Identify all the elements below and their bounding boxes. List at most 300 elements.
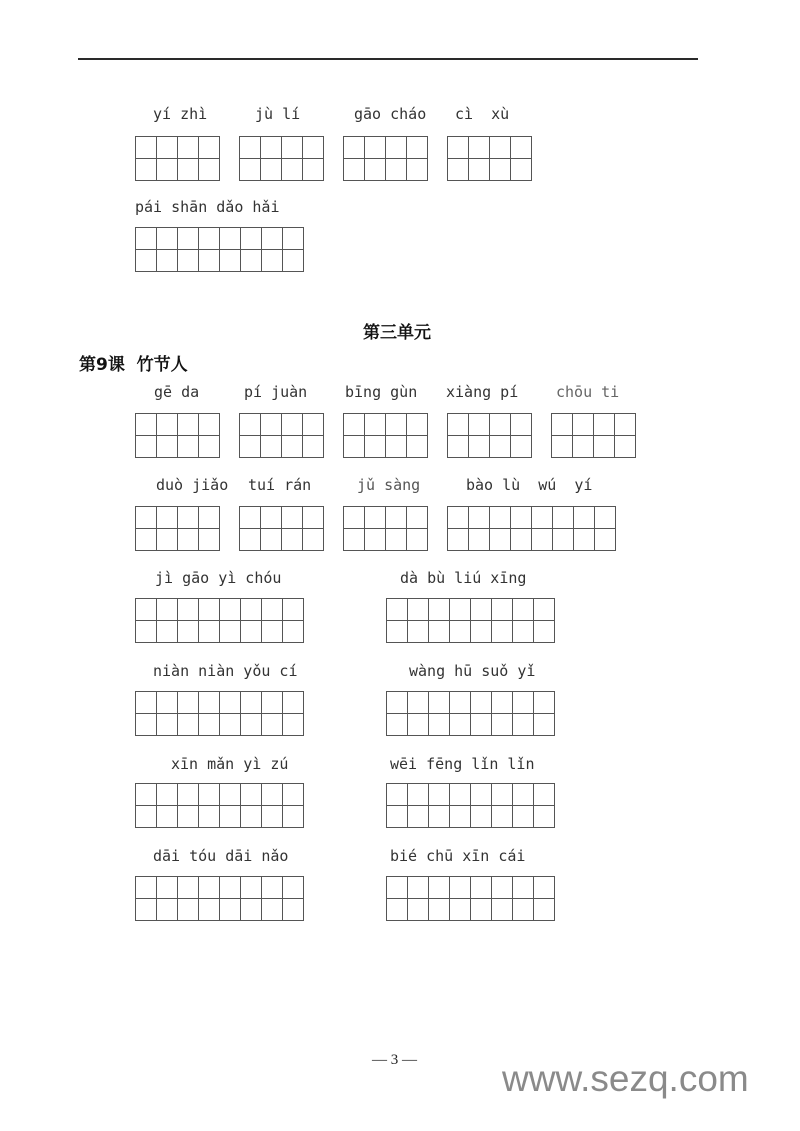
writing-grid[interactable]: [343, 506, 428, 551]
grid-cell[interactable]: [490, 414, 511, 436]
pinyin-label: pí juàn: [244, 383, 308, 401]
grid-cell[interactable]: [157, 784, 178, 806]
grid-cell[interactable]: [136, 414, 157, 436]
grid-cell[interactable]: [199, 414, 220, 436]
writing-grid[interactable]: [551, 413, 636, 458]
grid-cell[interactable]: [429, 714, 450, 736]
writing-grid[interactable]: [386, 691, 555, 736]
grid-cell[interactable]: [469, 137, 490, 159]
grid-cell[interactable]: [407, 159, 428, 181]
grid-cell[interactable]: [344, 507, 365, 529]
grid-cell[interactable]: [490, 159, 511, 181]
grid-cell[interactable]: [282, 436, 303, 458]
grid-cell[interactable]: [511, 529, 532, 551]
grid-cell[interactable]: [469, 414, 490, 436]
grid-cell[interactable]: [241, 877, 262, 899]
grid-cell[interactable]: [136, 436, 157, 458]
grid-cell[interactable]: [574, 529, 595, 551]
grid-cell[interactable]: [429, 806, 450, 828]
grid-cell[interactable]: [469, 436, 490, 458]
grid-cell[interactable]: [199, 877, 220, 899]
grid-cell[interactable]: [490, 436, 511, 458]
pinyin-label: niàn niàn yǒu cí: [153, 662, 298, 680]
grid-cell[interactable]: [534, 877, 555, 899]
grid-cell[interactable]: [178, 137, 199, 159]
grid-cell[interactable]: [241, 784, 262, 806]
grid-cell[interactable]: [386, 137, 407, 159]
grid-cell[interactable]: [534, 621, 555, 643]
grid-cell[interactable]: [492, 599, 513, 621]
grid-cell[interactable]: [261, 436, 282, 458]
grid-cell[interactable]: [136, 159, 157, 181]
grid-cell[interactable]: [136, 784, 157, 806]
grid-cell[interactable]: [157, 806, 178, 828]
grid-cell[interactable]: [534, 806, 555, 828]
grid-cell[interactable]: [178, 436, 199, 458]
grid-cell[interactable]: [178, 250, 199, 272]
grid-cell[interactable]: [408, 621, 429, 643]
grid-cell[interactable]: [220, 714, 241, 736]
grid-cell[interactable]: [408, 784, 429, 806]
grid-cell[interactable]: [492, 877, 513, 899]
grid-cell[interactable]: [136, 714, 157, 736]
grid-cell[interactable]: [262, 250, 283, 272]
grid-cell[interactable]: [471, 714, 492, 736]
grid-cell[interactable]: [513, 714, 534, 736]
writing-grid[interactable]: [135, 783, 304, 828]
grid-cell[interactable]: [220, 692, 241, 714]
grid-cell[interactable]: [594, 414, 615, 436]
grid-cell[interactable]: [534, 692, 555, 714]
grid-cell[interactable]: [262, 599, 283, 621]
writing-grid[interactable]: [386, 783, 555, 828]
grid-cell[interactable]: [199, 714, 220, 736]
grid-cell[interactable]: [178, 784, 199, 806]
grid-cell[interactable]: [344, 137, 365, 159]
grid-cell[interactable]: [407, 414, 428, 436]
grid-cell[interactable]: [469, 507, 490, 529]
grid-cell[interactable]: [448, 507, 469, 529]
pinyin-label: wēi fēng lǐn lǐn: [390, 755, 535, 773]
grid-cell[interactable]: [282, 529, 303, 551]
grid-cell[interactable]: [262, 714, 283, 736]
writing-grid[interactable]: [239, 506, 324, 551]
writing-grid[interactable]: [135, 136, 220, 181]
grid-cell[interactable]: [178, 159, 199, 181]
grid-cell[interactable]: [157, 714, 178, 736]
grid-cell[interactable]: [136, 529, 157, 551]
grid-cell[interactable]: [407, 529, 428, 551]
pinyin-label: wàng hū suǒ yǐ: [409, 662, 536, 680]
grid-cell[interactable]: [157, 137, 178, 159]
grid-cell[interactable]: [387, 877, 408, 899]
grid-cell[interactable]: [157, 507, 178, 529]
grid-cell[interactable]: [469, 529, 490, 551]
grid-cell[interactable]: [534, 599, 555, 621]
grid-cell[interactable]: [199, 250, 220, 272]
grid-cell[interactable]: [492, 784, 513, 806]
grid-cell[interactable]: [178, 714, 199, 736]
grid-cell[interactable]: [448, 137, 469, 159]
grid-cell[interactable]: [241, 692, 262, 714]
grid-cell[interactable]: [199, 599, 220, 621]
grid-cell[interactable]: [240, 414, 261, 436]
grid-cell[interactable]: [178, 599, 199, 621]
writing-grid[interactable]: [386, 876, 555, 921]
grid-cell[interactable]: [490, 529, 511, 551]
writing-grid[interactable]: [447, 136, 532, 181]
grid-cell[interactable]: [407, 507, 428, 529]
grid-cell[interactable]: [429, 621, 450, 643]
grid-cell[interactable]: [157, 599, 178, 621]
grid-cell[interactable]: [178, 877, 199, 899]
pinyin-label: jù lí: [255, 105, 301, 123]
writing-grid[interactable]: [239, 413, 324, 458]
grid-cell[interactable]: [429, 877, 450, 899]
grid-cell[interactable]: [387, 784, 408, 806]
grid-cell[interactable]: [136, 137, 157, 159]
grid-cell[interactable]: [178, 899, 199, 921]
grid-cell[interactable]: [282, 507, 303, 529]
grid-cell[interactable]: [408, 899, 429, 921]
grid-cell[interactable]: [408, 714, 429, 736]
grid-cell[interactable]: [513, 599, 534, 621]
grid-cell[interactable]: [136, 507, 157, 529]
grid-cell[interactable]: [386, 507, 407, 529]
grid-cell[interactable]: [492, 714, 513, 736]
grid-cell[interactable]: [240, 507, 261, 529]
pinyin-label: yí zhì: [153, 105, 208, 123]
grid-cell[interactable]: [450, 806, 471, 828]
grid-cell[interactable]: [283, 250, 304, 272]
grid-cell[interactable]: [199, 137, 220, 159]
grid-cell[interactable]: [471, 599, 492, 621]
grid-cell[interactable]: [220, 806, 241, 828]
grid-cell[interactable]: [492, 806, 513, 828]
grid-cell[interactable]: [261, 529, 282, 551]
grid-cell[interactable]: [240, 436, 261, 458]
grid-cell[interactable]: [157, 250, 178, 272]
grid-cell[interactable]: [136, 228, 157, 250]
grid-cell[interactable]: [365, 507, 386, 529]
grid-cell[interactable]: [344, 529, 365, 551]
pinyin-label: bīng gùn: [345, 383, 418, 401]
writing-grid[interactable]: [135, 598, 304, 643]
grid-cell[interactable]: [157, 621, 178, 643]
pinyin-label: pái shān dǎo hǎi: [135, 198, 280, 216]
grid-cell[interactable]: [262, 877, 283, 899]
writing-grid[interactable]: [239, 136, 324, 181]
grid-cell[interactable]: [387, 599, 408, 621]
grid-cell[interactable]: [407, 436, 428, 458]
writing-grid[interactable]: [447, 413, 532, 458]
grid-cell[interactable]: [199, 507, 220, 529]
grid-cell[interactable]: [283, 784, 304, 806]
grid-cell[interactable]: [386, 529, 407, 551]
pinyin-label: xīn mǎn yì zú: [171, 755, 289, 773]
grid-cell[interactable]: [471, 877, 492, 899]
watermark: www.sezq.com: [502, 1058, 749, 1099]
writing-grid[interactable]: [135, 506, 220, 551]
grid-cell[interactable]: [365, 529, 386, 551]
grid-cell[interactable]: [262, 692, 283, 714]
pinyin-label: xiàng pí: [446, 383, 519, 401]
grid-cell[interactable]: [283, 899, 304, 921]
grid-cell[interactable]: [448, 529, 469, 551]
grid-cell[interactable]: [594, 436, 615, 458]
grid-cell[interactable]: [450, 599, 471, 621]
grid-cell[interactable]: [199, 228, 220, 250]
header-rule: [78, 58, 698, 60]
grid-cell[interactable]: [490, 507, 511, 529]
grid-cell[interactable]: [471, 621, 492, 643]
grid-cell[interactable]: [469, 159, 490, 181]
grid-cell[interactable]: [387, 692, 408, 714]
grid-cell[interactable]: [471, 899, 492, 921]
grid-cell[interactable]: [408, 806, 429, 828]
grid-cell[interactable]: [387, 899, 408, 921]
grid-cell[interactable]: [178, 621, 199, 643]
grid-cell[interactable]: [220, 599, 241, 621]
grid-cell[interactable]: [220, 899, 241, 921]
grid-cell[interactable]: [303, 529, 324, 551]
grid-cell[interactable]: [365, 137, 386, 159]
grid-cell[interactable]: [303, 436, 324, 458]
grid-cell[interactable]: [178, 414, 199, 436]
grid-cell[interactable]: [199, 621, 220, 643]
grid-cell[interactable]: [136, 599, 157, 621]
grid-cell[interactable]: [283, 806, 304, 828]
grid-cell[interactable]: [199, 436, 220, 458]
grid-cell[interactable]: [387, 714, 408, 736]
grid-cell[interactable]: [199, 692, 220, 714]
writing-grid[interactable]: [343, 413, 428, 458]
grid-cell[interactable]: [220, 228, 241, 250]
grid-cell[interactable]: [178, 507, 199, 529]
grid-cell[interactable]: [241, 806, 262, 828]
grid-cell[interactable]: [490, 137, 511, 159]
grid-cell[interactable]: [553, 529, 574, 551]
grid-cell[interactable]: [283, 692, 304, 714]
grid-cell[interactable]: [534, 784, 555, 806]
grid-cell[interactable]: [450, 877, 471, 899]
grid-cell[interactable]: [448, 436, 469, 458]
grid-cell[interactable]: [573, 414, 594, 436]
grid-cell[interactable]: [450, 784, 471, 806]
grid-cell[interactable]: [157, 529, 178, 551]
grid-cell[interactable]: [136, 899, 157, 921]
writing-grid[interactable]: [343, 136, 428, 181]
grid-cell[interactable]: [387, 621, 408, 643]
grid-cell[interactable]: [261, 159, 282, 181]
grid-cell[interactable]: [511, 507, 532, 529]
grid-cell[interactable]: [303, 137, 324, 159]
grid-cell[interactable]: [448, 159, 469, 181]
writing-grid[interactable]: [135, 227, 304, 272]
grid-cell[interactable]: [574, 507, 595, 529]
grid-cell[interactable]: [262, 899, 283, 921]
grid-cell[interactable]: [178, 529, 199, 551]
grid-cell[interactable]: [282, 159, 303, 181]
grid-cell[interactable]: [241, 599, 262, 621]
writing-grid[interactable]: [135, 413, 220, 458]
grid-cell[interactable]: [283, 621, 304, 643]
pinyin-label: dà bù liú xīng: [400, 569, 527, 587]
pinyin-label: bào lù wú yí: [466, 476, 593, 494]
grid-cell[interactable]: [303, 159, 324, 181]
grid-cell[interactable]: [552, 414, 573, 436]
grid-cell[interactable]: [283, 714, 304, 736]
grid-cell[interactable]: [513, 806, 534, 828]
grid-cell[interactable]: [282, 137, 303, 159]
grid-cell[interactable]: [344, 414, 365, 436]
writing-grid[interactable]: [386, 598, 555, 643]
unit-title: 第三单元: [363, 323, 431, 343]
grid-cell[interactable]: [513, 692, 534, 714]
grid-cell[interactable]: [282, 414, 303, 436]
grid-cell[interactable]: [261, 507, 282, 529]
grid-cell[interactable]: [199, 899, 220, 921]
grid-cell[interactable]: [136, 621, 157, 643]
grid-cell[interactable]: [511, 436, 532, 458]
pinyin-label: gē da: [154, 383, 200, 401]
grid-cell[interactable]: [408, 692, 429, 714]
grid-cell[interactable]: [365, 436, 386, 458]
grid-cell[interactable]: [241, 899, 262, 921]
grid-cell[interactable]: [511, 137, 532, 159]
grid-cell[interactable]: [471, 784, 492, 806]
grid-cell[interactable]: [387, 806, 408, 828]
grid-cell[interactable]: [344, 159, 365, 181]
grid-cell[interactable]: [157, 692, 178, 714]
grid-cell[interactable]: [492, 899, 513, 921]
grid-cell[interactable]: [534, 714, 555, 736]
grid-cell[interactable]: [450, 692, 471, 714]
grid-cell[interactable]: [386, 414, 407, 436]
grid-cell[interactable]: [595, 529, 616, 551]
grid-cell[interactable]: [303, 414, 324, 436]
grid-cell[interactable]: [492, 692, 513, 714]
grid-cell[interactable]: [386, 159, 407, 181]
grid-cell[interactable]: [262, 228, 283, 250]
grid-cell[interactable]: [553, 507, 574, 529]
grid-cell[interactable]: [283, 877, 304, 899]
grid-cell[interactable]: [532, 507, 553, 529]
grid-cell[interactable]: [386, 436, 407, 458]
pinyin-label: duò jiǎo: [156, 476, 229, 494]
grid-cell[interactable]: [365, 414, 386, 436]
grid-cell[interactable]: [157, 877, 178, 899]
grid-cell[interactable]: [136, 250, 157, 272]
grid-cell[interactable]: [157, 899, 178, 921]
grid-cell[interactable]: [615, 436, 636, 458]
grid-cell[interactable]: [241, 250, 262, 272]
grid-cell[interactable]: [532, 529, 553, 551]
grid-cell[interactable]: [241, 621, 262, 643]
pinyin-label: tuí rán: [248, 476, 312, 494]
grid-cell[interactable]: [199, 784, 220, 806]
grid-cell[interactable]: [262, 621, 283, 643]
grid-cell[interactable]: [262, 806, 283, 828]
pinyin-label: gāo cháo: [354, 105, 427, 123]
writing-grid[interactable]: [135, 876, 304, 921]
grid-cell[interactable]: [283, 599, 304, 621]
grid-cell[interactable]: [513, 899, 534, 921]
grid-cell[interactable]: [450, 899, 471, 921]
grid-cell[interactable]: [240, 529, 261, 551]
pinyin-label: bié chū xīn cái: [390, 847, 526, 865]
grid-cell[interactable]: [178, 806, 199, 828]
grid-cell[interactable]: [261, 137, 282, 159]
grid-cell[interactable]: [450, 621, 471, 643]
grid-cell[interactable]: [450, 714, 471, 736]
grid-cell[interactable]: [178, 228, 199, 250]
grid-cell[interactable]: [429, 899, 450, 921]
grid-cell[interactable]: [511, 414, 532, 436]
grid-cell[interactable]: [595, 507, 616, 529]
writing-grid[interactable]: [447, 506, 616, 551]
grid-cell[interactable]: [513, 877, 534, 899]
grid-cell[interactable]: [178, 692, 199, 714]
pinyin-label: dāi tóu dāi nǎo: [153, 847, 289, 865]
grid-cell[interactable]: [136, 877, 157, 899]
grid-cell[interactable]: [220, 784, 241, 806]
grid-cell[interactable]: [615, 414, 636, 436]
grid-cell[interactable]: [448, 414, 469, 436]
grid-cell[interactable]: [240, 159, 261, 181]
grid-cell[interactable]: [157, 414, 178, 436]
grid-cell[interactable]: [136, 692, 157, 714]
grid-cell[interactable]: [429, 599, 450, 621]
grid-cell[interactable]: [365, 159, 386, 181]
grid-cell[interactable]: [408, 877, 429, 899]
grid-cell[interactable]: [303, 507, 324, 529]
grid-cell[interactable]: [283, 228, 304, 250]
writing-grid[interactable]: [135, 691, 304, 736]
grid-cell[interactable]: [429, 784, 450, 806]
grid-cell[interactable]: [513, 784, 534, 806]
grid-cell[interactable]: [511, 159, 532, 181]
grid-cell[interactable]: [199, 806, 220, 828]
grid-cell[interactable]: [513, 621, 534, 643]
grid-cell[interactable]: [262, 784, 283, 806]
grid-cell[interactable]: [407, 137, 428, 159]
grid-cell[interactable]: [471, 692, 492, 714]
grid-cell[interactable]: [408, 599, 429, 621]
grid-cell[interactable]: [241, 228, 262, 250]
grid-cell[interactable]: [157, 159, 178, 181]
grid-cell[interactable]: [534, 899, 555, 921]
grid-cell[interactable]: [157, 228, 178, 250]
grid-cell[interactable]: [220, 877, 241, 899]
grid-cell[interactable]: [220, 621, 241, 643]
grid-cell[interactable]: [136, 806, 157, 828]
grid-cell[interactable]: [344, 436, 365, 458]
grid-cell[interactable]: [261, 414, 282, 436]
grid-cell[interactable]: [573, 436, 594, 458]
pinyin-label: jǔ sàng: [357, 476, 421, 494]
grid-cell[interactable]: [199, 529, 220, 551]
grid-cell[interactable]: [220, 250, 241, 272]
grid-cell[interactable]: [241, 714, 262, 736]
grid-cell[interactable]: [552, 436, 573, 458]
grid-cell[interactable]: [471, 806, 492, 828]
grid-cell[interactable]: [199, 159, 220, 181]
grid-cell[interactable]: [429, 692, 450, 714]
grid-cell[interactable]: [492, 621, 513, 643]
grid-cell[interactable]: [240, 137, 261, 159]
grid-cell[interactable]: [157, 436, 178, 458]
